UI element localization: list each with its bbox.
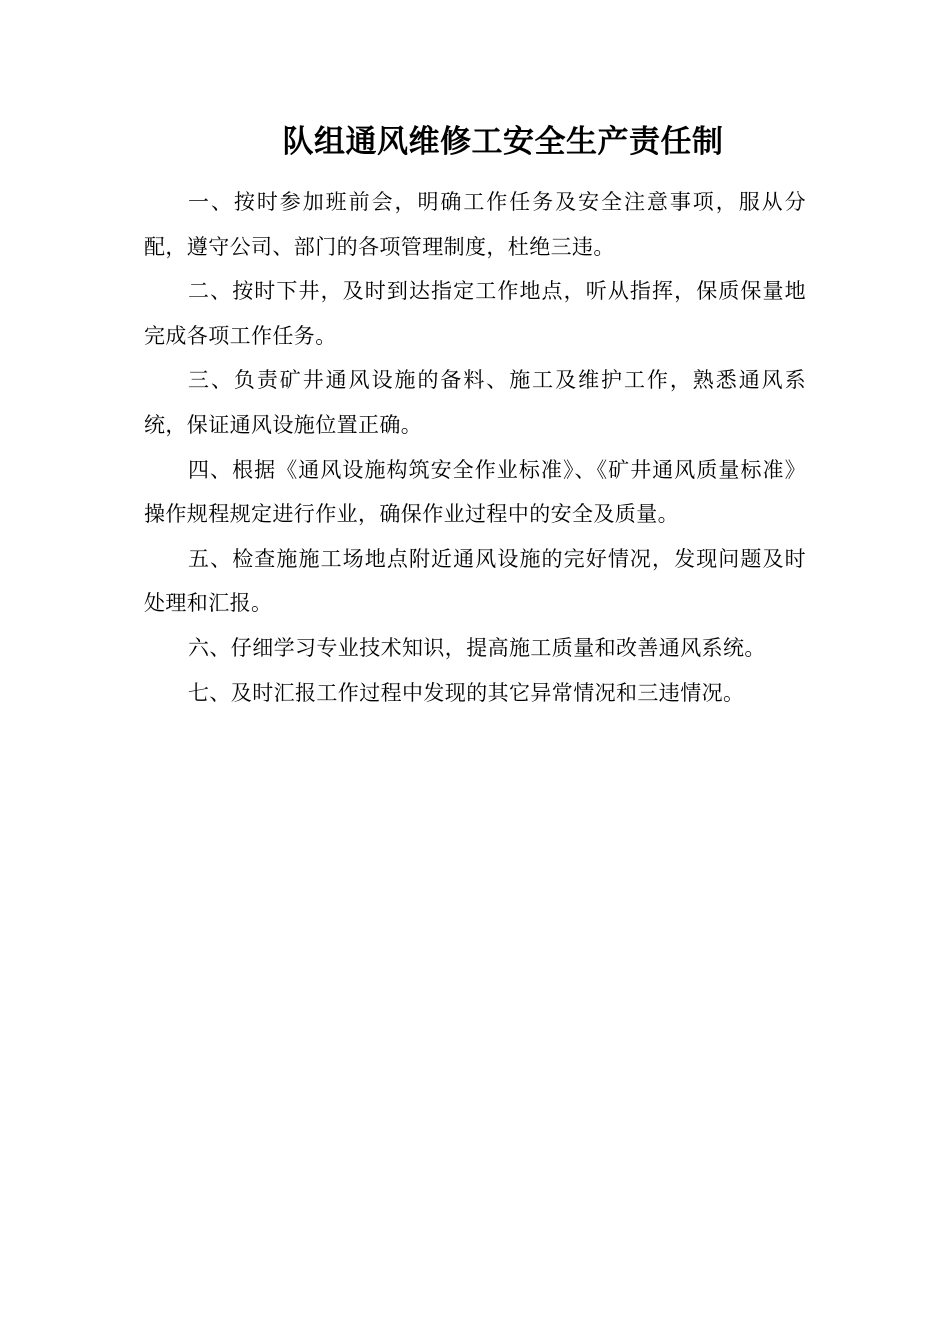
paragraph-3: 三、负责矿井通风设施的备料、施工及维护工作，熟悉通风系统，保证通风设施位置正确。 <box>144 368 806 437</box>
paragraph-1: 一、按时参加班前会，明确工作任务及安全注意事项，服从分配，遵守公司、部门的各项管理制度，杜绝三违。 <box>144 190 806 259</box>
paragraph-2: 二、按时下井，及时到达指定工作地点，听从指挥，保质保量地完成各项工作任务。 <box>144 279 806 348</box>
paragraph-5: 五、检查施施工场地点附近通风设施的完好情况，发现问题及时处理和汇报。 <box>144 546 806 616</box>
document-body <box>144 180 806 715</box>
paragraph-4: 四、根据《通风设施构筑安全作业标准》、《矿井通风质量标准》操作规程规定进行作业，确保作业过程中的安全及质量。 <box>144 457 806 527</box>
paragraph-6: 六、仔细学习专业技术知识，提高施工质量和改善通风系统。 <box>188 635 766 660</box>
paragraph-7: 七、及时汇报工作过程中发现的其它异常情况和三违情况。 <box>188 680 745 705</box>
document-title: 队组通风维修工安全生产责任制 <box>282 124 724 160</box>
